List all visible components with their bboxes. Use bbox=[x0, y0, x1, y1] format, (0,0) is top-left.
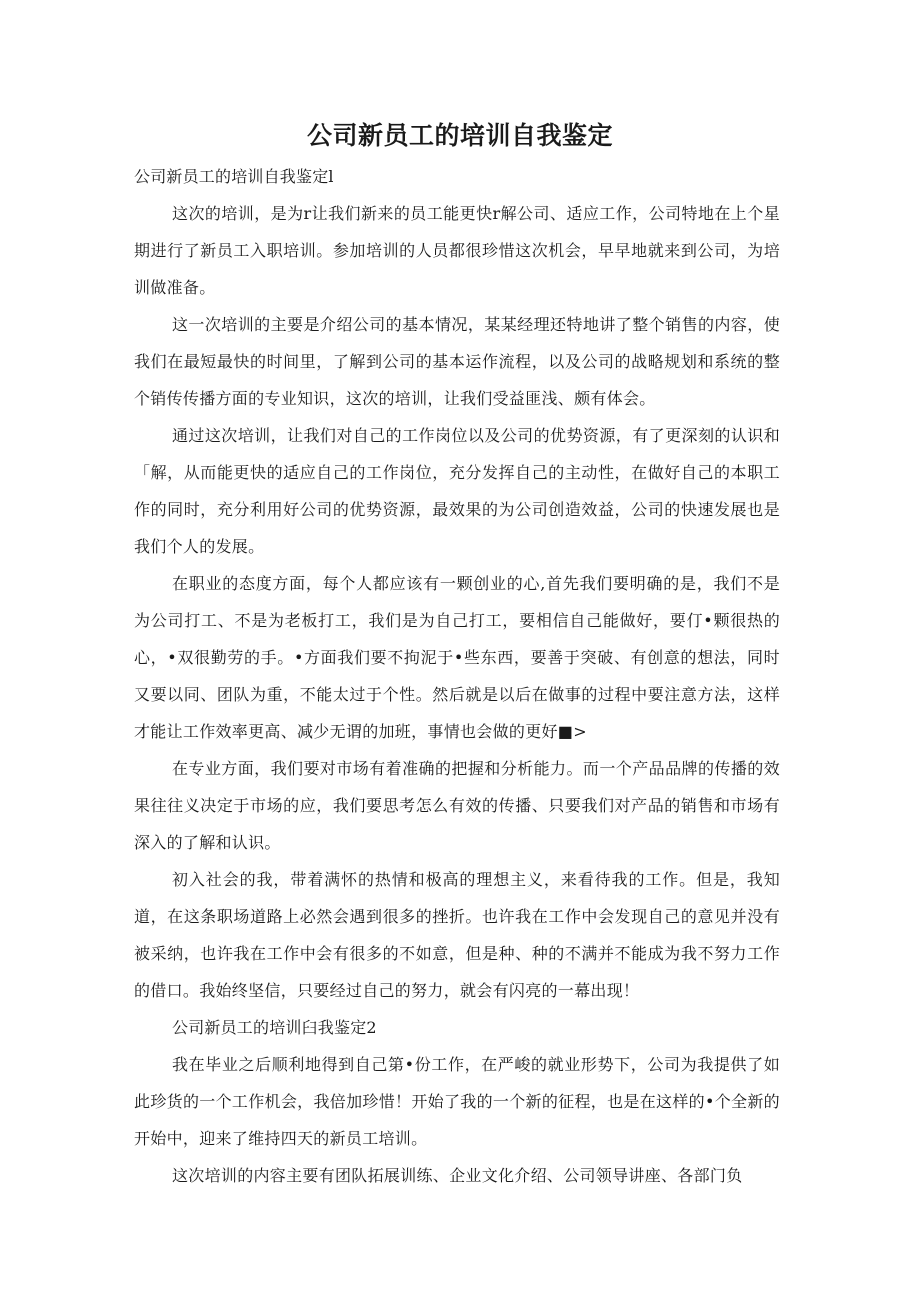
document-title: 公司新员工的培训自我鉴定 bbox=[306, 121, 613, 150]
paragraph: 这次培训的内容主要有团队拓展训练、企业文化介绍、公司领导讲座、各部门负 bbox=[172, 1166, 743, 1185]
paragraph: 我在毕业之后顺利地得到自己第•份工作，在严峻的就业形势下，公司为我提供了如此珍货的一个工作机会，我倍加珍惜！开始了我的一个新的征程，也是在这样的•个全新的开始中，迎来了维持四天的新员工培训。 bbox=[134, 1055, 780, 1148]
paragraph: 在职业的态度方面，每个人都应该有一颗创业的心,首先我们要明确的是，我们不是为公司打工、不是为老板打工，我们是为自己打工，要相信自己能做好，要仃•颗很热的心，•双很勤劳的手。•方面我们要不拘泥于•些东西，要善于突破、有创意的想法，同时又要以同、团队为重，不能太过于个性。然后就是以后在做事的过程中要注意方法，这样才能让工作效率更高、减少无谓的加班，事情也会做的更好■> bbox=[134, 574, 780, 741]
document-body bbox=[134, 158, 780, 1194]
paragraph: 这一次培训的主要是介绍公司的基本情况，某某经理还特地讲了整个销售的内容，使我们在最短最快的时间里，了解到公司的基本运作流程，以及公司的战略规划和系统的整个销传传播方面的专业知识，这次的培训，让我们受益匪浅、颇有体会。 bbox=[134, 315, 780, 408]
section-heading-2: 公司新员工的培训臼我鉴定2 bbox=[172, 1018, 377, 1037]
paragraph: 在专业方面，我们要对市场有着准确的把握和分析能力。而一个产品品牌的传播的效果往往义决定于市场的应，我们要思考怎么有效的传播、只要我们对产品的销售和市场有深入的了解和认识。 bbox=[134, 759, 780, 852]
paragraph: 通过这次培训，让我们对自己的工作岗位以及公司的优势资源，有了更深刻的认识和「解，从而能更快的适应自己的工作岗位，充分发挥自己的主动性，在做好自己的本职工作的同时，充分利用好公司的优势资源，最效果的为公司创造效益，公司的快速发展也是我们个人的发展。 bbox=[134, 426, 780, 556]
section-heading-1: 公司新员工的培训自我鉴定l bbox=[134, 167, 334, 186]
paragraph: 初入社会的我，带着满怀的热情和极高的理想主义，来看待我的工作。但是，我知道，在这条职场道路上必然会遇到很多的挫折。也许我在工作中会发现自己的意见并没有被采纳，也许我在工作中会有很多的不如意，但是种、种的不满并不能成为我不努力工作的借口。我始终坚信，只要经过自己的努力，就会有闪亮的一幕出现！ bbox=[134, 870, 780, 1000]
paragraph: 这次的培训，是为r让我们新来的员工能更快r解公司、适应工作，公司特地在上个星期进行了新员工入职培训。参加培训的人员都很珍惜这次机会，早早地就来到公司，为培训做准备。 bbox=[134, 204, 780, 297]
